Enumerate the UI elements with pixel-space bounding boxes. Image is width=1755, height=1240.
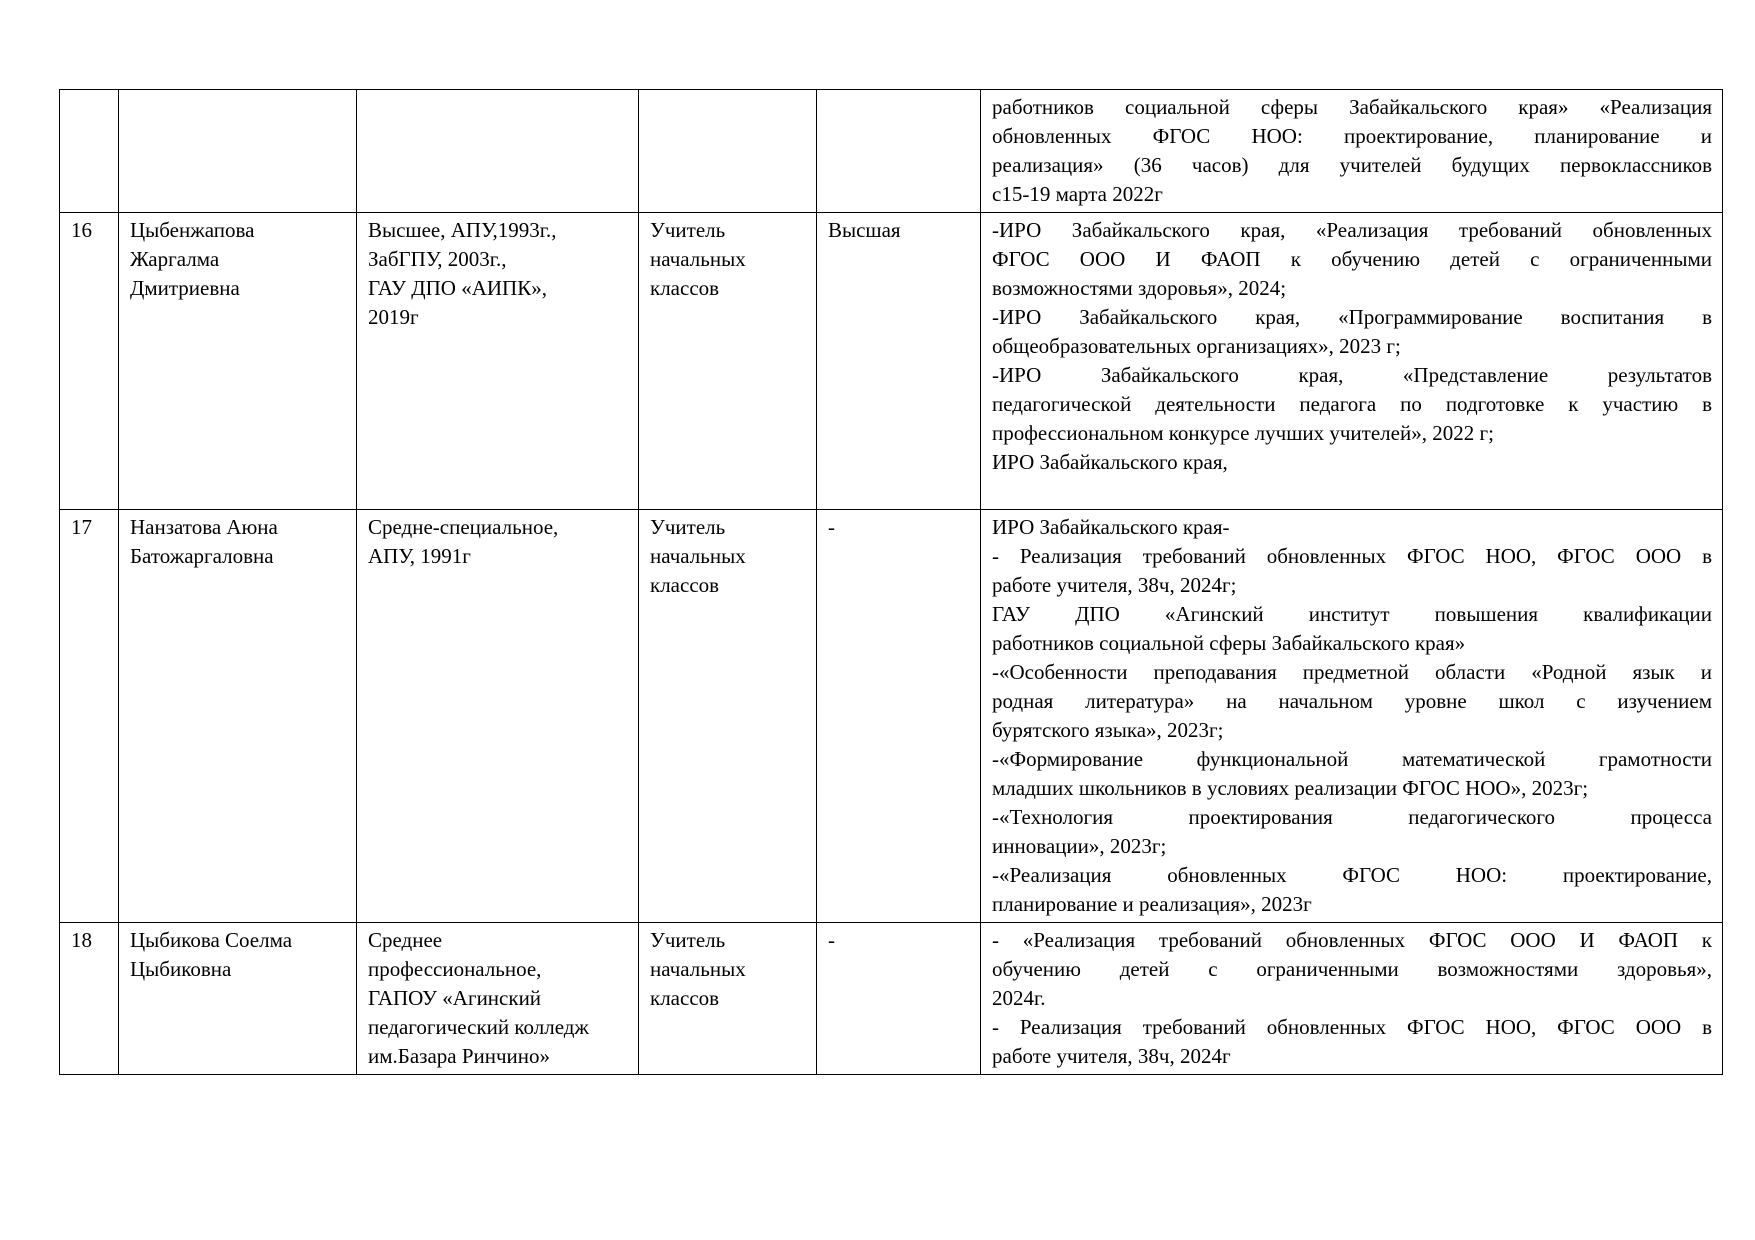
training-courses-cell xyxy=(981,923,1723,1075)
position-line: начальных xyxy=(650,247,746,271)
course-text-line: профессиональном конкурсе лучших учителей», 2022 г; xyxy=(992,421,1494,445)
education-line: педагогический колледж xyxy=(368,1015,589,1039)
row-number-cell xyxy=(60,90,119,213)
course-text-line: инновации», 2023г; xyxy=(992,834,1167,858)
course-text-line xyxy=(992,477,1712,506)
training-courses-cell xyxy=(981,90,1723,213)
teacher-name-cell xyxy=(119,90,357,213)
training-courses-cell xyxy=(981,213,1723,510)
category-cell: - xyxy=(817,510,981,923)
course-text-line: -ИРО Забайкальского края, «Представление результатов xyxy=(992,363,1712,387)
course-text-line: -ИРО Забайкальского края, «Реализация требований обновленных xyxy=(992,218,1712,242)
course-text-line: ИРО Забайкальского края- xyxy=(992,515,1230,539)
position-cell xyxy=(639,923,817,1075)
course-text-line: планирование и реализация», 2023г xyxy=(992,892,1312,916)
education-line: АПУ, 1991г xyxy=(368,544,471,568)
position-line: классов xyxy=(650,986,720,1010)
course-text-line: работников социальной сферы Забайкальского края» xyxy=(992,631,1466,655)
teacher-name-cell xyxy=(119,510,357,923)
course-text-line: - Реализация требований обновленных ФГОС НОО, ФГОС ООО в xyxy=(992,1015,1712,1039)
teacher-name-line: Цыбенжапова xyxy=(130,218,255,242)
teacher-name-cell xyxy=(119,923,357,1075)
course-text-line: ГАУ ДПО «Агинский институт повышения квалификации xyxy=(992,602,1712,626)
teacher-name-line: Батожаргаловна xyxy=(130,544,274,568)
course-text-line: -«Особенности преподавания предметной области «Родной язык и xyxy=(992,660,1712,684)
education-cell xyxy=(357,923,639,1075)
education-line: профессиональное, xyxy=(368,957,542,981)
position-cell xyxy=(639,510,817,923)
position-line: начальных xyxy=(650,957,746,981)
teacher-name-line: Дмитриевна xyxy=(130,276,240,300)
course-text-line: младших школьников в условиях реализации ФГОС НОО», 2023г; xyxy=(992,776,1589,800)
position-line: начальных xyxy=(650,544,746,568)
course-text-line: работников социальной сферы Забайкальского края» «Реализация xyxy=(992,95,1712,119)
teacher-name-cell xyxy=(119,213,357,510)
position-line: классов xyxy=(650,276,720,300)
course-text-line: обновленных ФГОС НОО: проектирование, планирование и xyxy=(992,124,1712,148)
course-text-line: с15-19 марта 2022г xyxy=(992,182,1163,206)
position-cell xyxy=(639,213,817,510)
course-text-line: работе учителя, 38ч, 2024г xyxy=(992,1044,1231,1068)
course-text-line: ИРО Забайкальского края, xyxy=(992,450,1228,474)
education-line: 2019г xyxy=(368,305,419,329)
category-cell xyxy=(817,90,981,213)
table-body xyxy=(60,90,1723,1075)
course-text-line: -«Технология проектирования педагогического процесса xyxy=(992,805,1712,829)
course-text-line: общеобразовательных организациях», 2023 г; xyxy=(992,334,1401,358)
staff-qualification-table xyxy=(59,89,1723,1075)
course-text-line: -«Реализация обновленных ФГОС НОО: проектирование, xyxy=(992,863,1712,887)
category-cell: Высшая xyxy=(817,213,981,510)
course-text-line: работе учителя, 38ч, 2024г; xyxy=(992,573,1237,597)
course-text-line: реализация» (36 часов) для учителей будущих первоклассников xyxy=(992,153,1712,177)
teacher-name-line: Жаргалма xyxy=(130,247,220,271)
table-row xyxy=(60,510,1723,923)
education-line: Средне-специальное, xyxy=(368,515,559,539)
course-text-line: ФГОС ООО И ФАОП к обучению детей с ограниченными xyxy=(992,247,1712,271)
education-line: ГАУ ДПО «АИПК», xyxy=(368,276,547,300)
education-line: ГАПОУ «Агинский xyxy=(368,986,542,1010)
position-line: Учитель xyxy=(650,515,726,539)
training-courses-cell xyxy=(981,510,1723,923)
position-line: Учитель xyxy=(650,928,726,952)
teacher-name-line: Цыбиковна xyxy=(130,957,232,981)
table-row xyxy=(60,213,1723,510)
education-cell xyxy=(357,90,639,213)
course-text-line: - Реализация требований обновленных ФГОС НОО, ФГОС ООО в xyxy=(992,544,1712,568)
education-cell xyxy=(357,213,639,510)
table-row xyxy=(60,90,1723,213)
teacher-name-line: Цыбикова Соелма xyxy=(130,928,293,952)
position-line: классов xyxy=(650,573,720,597)
course-text-line: 2024г. xyxy=(992,986,1046,1010)
education-line: им.Базара Ринчино» xyxy=(368,1044,551,1068)
education-line: Среднее xyxy=(368,928,443,952)
course-text-line: родная литература» на начальном уровне школ с изучением xyxy=(992,689,1712,713)
course-text-line: бурятского языка», 2023г; xyxy=(992,718,1224,742)
table-row xyxy=(60,923,1723,1075)
education-line: Высшее, АПУ,1993г., xyxy=(368,218,557,242)
course-text-line: педагогической деятельности педагога по подготовке к участию в xyxy=(992,392,1712,416)
position-line: Учитель xyxy=(650,218,726,242)
course-text-line: -«Формирование функциональной математической грамотности xyxy=(992,747,1712,771)
course-text-line: -ИРО Забайкальского края, «Программирование воспитания в xyxy=(992,305,1712,329)
education-line: ЗабГПУ, 2003г., xyxy=(368,247,507,271)
row-number-cell: 16 xyxy=(60,213,119,510)
position-cell xyxy=(639,90,817,213)
course-text-line: возможностями здоровья», 2024; xyxy=(992,276,1287,300)
row-number-cell: 17 xyxy=(60,510,119,923)
teacher-name-line: Нанзатова Аюна xyxy=(130,515,278,539)
row-number-cell: 18 xyxy=(60,923,119,1075)
education-cell xyxy=(357,510,639,923)
category-cell: - xyxy=(817,923,981,1075)
course-text-line: обучению детей с ограниченными возможностями здоровья», xyxy=(992,957,1712,981)
course-text-line: - «Реализация требований обновленных ФГОС ООО И ФАОП к xyxy=(992,928,1712,952)
